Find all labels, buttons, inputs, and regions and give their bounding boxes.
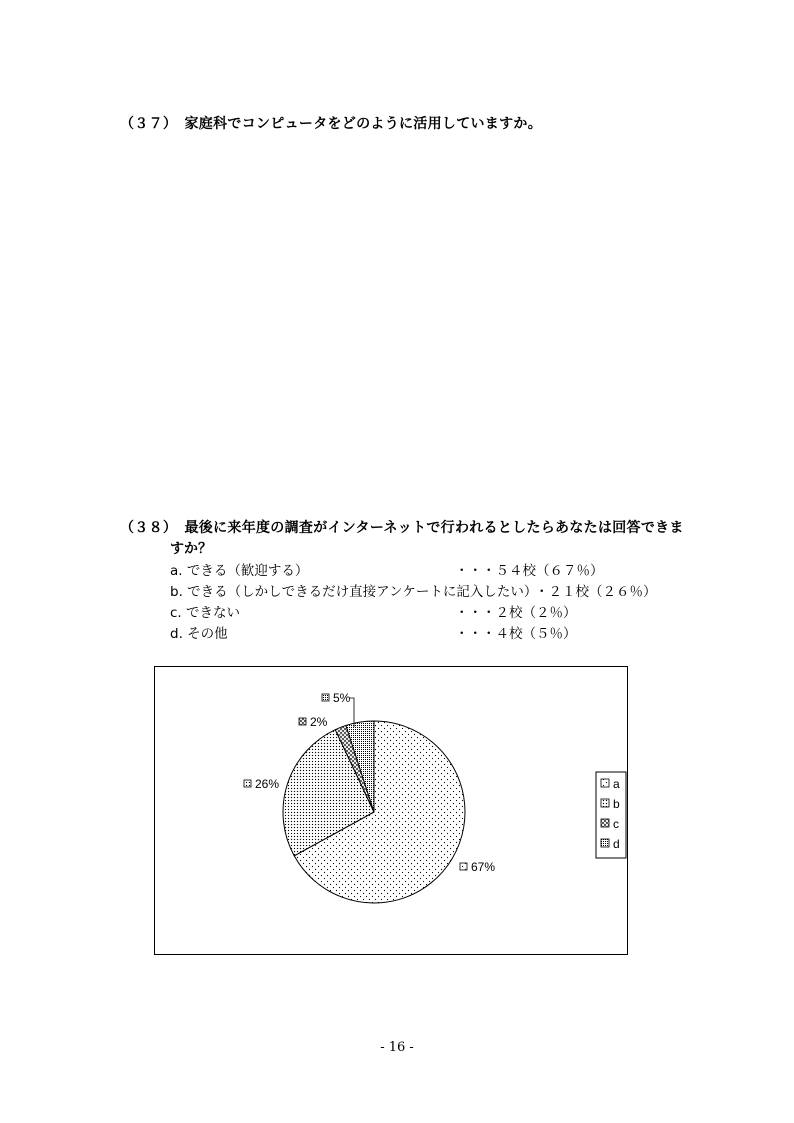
legend-label-d: d xyxy=(613,837,620,851)
question-38-title-continuation: すか？ xyxy=(170,541,212,557)
data-label-c: 2% xyxy=(310,715,328,729)
legend-label-a: a xyxy=(613,777,620,791)
question-38-title: （３８） 最後に来年度の調査がインターネットで行われるとしたらあなたは回答できま xyxy=(120,520,684,536)
data-label-d: 5% xyxy=(333,691,351,705)
option-c-label: c. できない xyxy=(170,605,241,621)
option-d-answer: ・・・４校（５％） xyxy=(455,626,577,642)
question-37-title: （３７） 家庭科でコンピュータをどのように活用していますか。 xyxy=(120,116,542,132)
data-label-swatch-c xyxy=(299,718,306,725)
data-label-swatch-d xyxy=(322,694,329,701)
legend-swatch-a xyxy=(601,779,609,787)
option-c-answer: ・・・２校（２％） xyxy=(455,605,577,621)
data-label-a: 67% xyxy=(471,860,496,874)
option-b-label: b. できる（しかしできるだけ直接アンケートに記入したい） xyxy=(170,584,538,600)
legend-label-b: b xyxy=(613,797,620,811)
data-label-swatch-a xyxy=(460,863,467,870)
legend-swatch-b xyxy=(601,799,609,807)
option-a-answer: ・・・５４校（６７％） xyxy=(455,563,604,579)
pie-chart xyxy=(155,667,627,954)
pie-chart-frame xyxy=(154,666,628,955)
option-a-label: a. できる（歓迎する） xyxy=(170,563,309,579)
option-b-answer: ・２１校（２６％） xyxy=(535,584,657,600)
data-label-swatch-b xyxy=(244,780,251,787)
legend-swatch-c xyxy=(601,819,609,827)
legend-box xyxy=(596,772,626,858)
page-number: - 16 - xyxy=(380,1040,414,1055)
legend-swatch-d xyxy=(601,839,609,847)
legend-label-c: c xyxy=(613,817,619,831)
option-d-label: d. その他 xyxy=(170,626,228,642)
data-label-b: 26% xyxy=(255,777,280,791)
